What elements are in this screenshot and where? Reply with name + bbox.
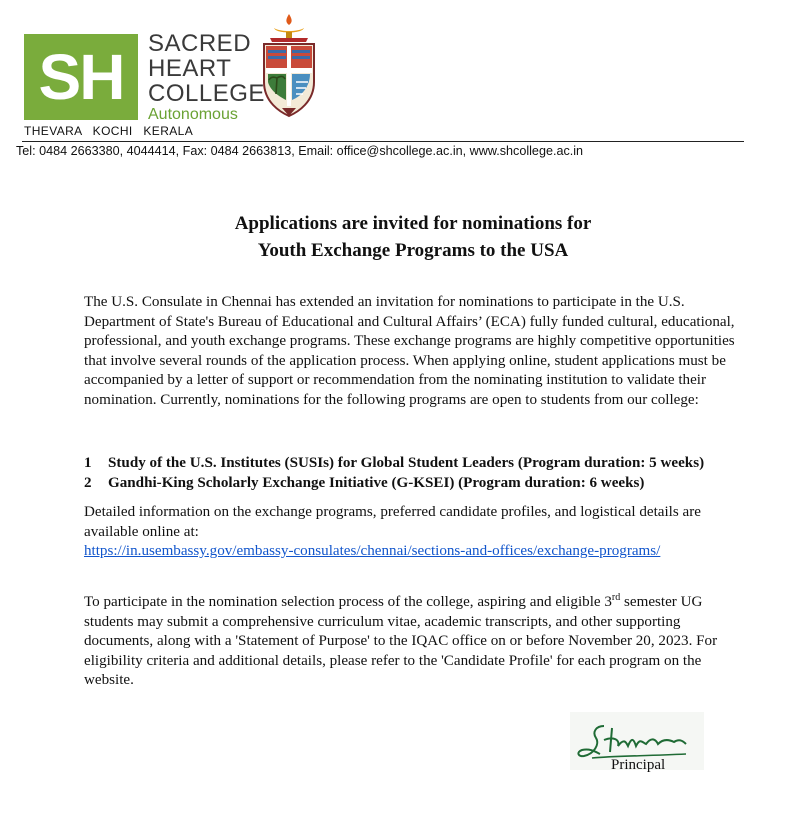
notice-title	[0, 210, 812, 264]
details-paragraph	[84, 503, 746, 562]
college-name-line: SACRED	[148, 30, 252, 57]
college-location: THEVARA KOCHI KERALA	[24, 124, 194, 138]
list-item	[84, 473, 784, 493]
college-name	[148, 31, 265, 106]
intro-paragraph: The U.S. Consulate in Chennai has extended an invitation for nominations to participate in the U.S. Department of State's Bureau of Educational and Cultural Affairs’ (ECA) fully funded cultural, educational, professional, and youth exchange programs. These exchange programs are highly competitive opportunities that involve several rounds of the application process. When applying online, student applications must be accompanied by a letter of support or recommendation from the nominating institution to validate their nomination. Currently, nominations for the following programs are open to students from our college:	[84, 294, 735, 408]
college-emblem-icon	[256, 12, 322, 120]
autonomous-label: Autonomous	[148, 106, 238, 123]
ordinal-suffix: rd	[611, 591, 621, 603]
program-list	[84, 453, 784, 493]
college-logo	[24, 34, 138, 120]
exchange-programs-link[interactable]: https://in.usembassy.gov/embassy-consulates/chennai/sections-and-offices/exchange-programs/	[84, 543, 661, 560]
list-number: 1	[84, 455, 92, 471]
notice-title-line: Applications are invited for nominations for	[234, 213, 592, 234]
instructions-text: To participate in the nomination selection process of the college, aspiring and eligible 3	[84, 594, 612, 610]
college-name-line: HEART	[148, 55, 232, 82]
college-name-line: COLLEGE	[148, 80, 265, 107]
signatory-title: Principal	[611, 757, 666, 773]
program-name: Study of the U.S. Institutes (SUSIs) for Global Student Leaders (Program duration: 5 weeks)	[108, 455, 705, 471]
instructions-text-cont: semester UG students may submit a comprehensive curriculum vitae, academic transcripts, and other supporting documents, along with a 'Statement of Purpose' to the IQAC office on or before November 20, 2023. For eligibility criteria and additional details, please refer to the 'Candidate Profile' for each program on the website.	[84, 594, 718, 689]
program-name: Gandhi-King Scholarly Exchange Initiative (G-KSEI) (Program duration: 6 weeks)	[108, 475, 645, 491]
notice-title-line: Youth Exchange Programs to the USA	[257, 240, 569, 261]
details-text: Detailed information on the exchange programs, preferred candidate profiles, and logistical details are available online at:	[84, 504, 701, 540]
contact-line: Tel: 0484 2663380, 4044414, Fax: 0484 2663813, Email: office@shcollege.ac.in, www.shcollege.ac.in	[16, 144, 584, 158]
list-item	[84, 453, 784, 473]
logo-initials: SH	[38, 41, 124, 113]
list-number: 2	[84, 475, 92, 491]
header-divider	[22, 141, 744, 142]
instructions-paragraph	[84, 593, 746, 691]
